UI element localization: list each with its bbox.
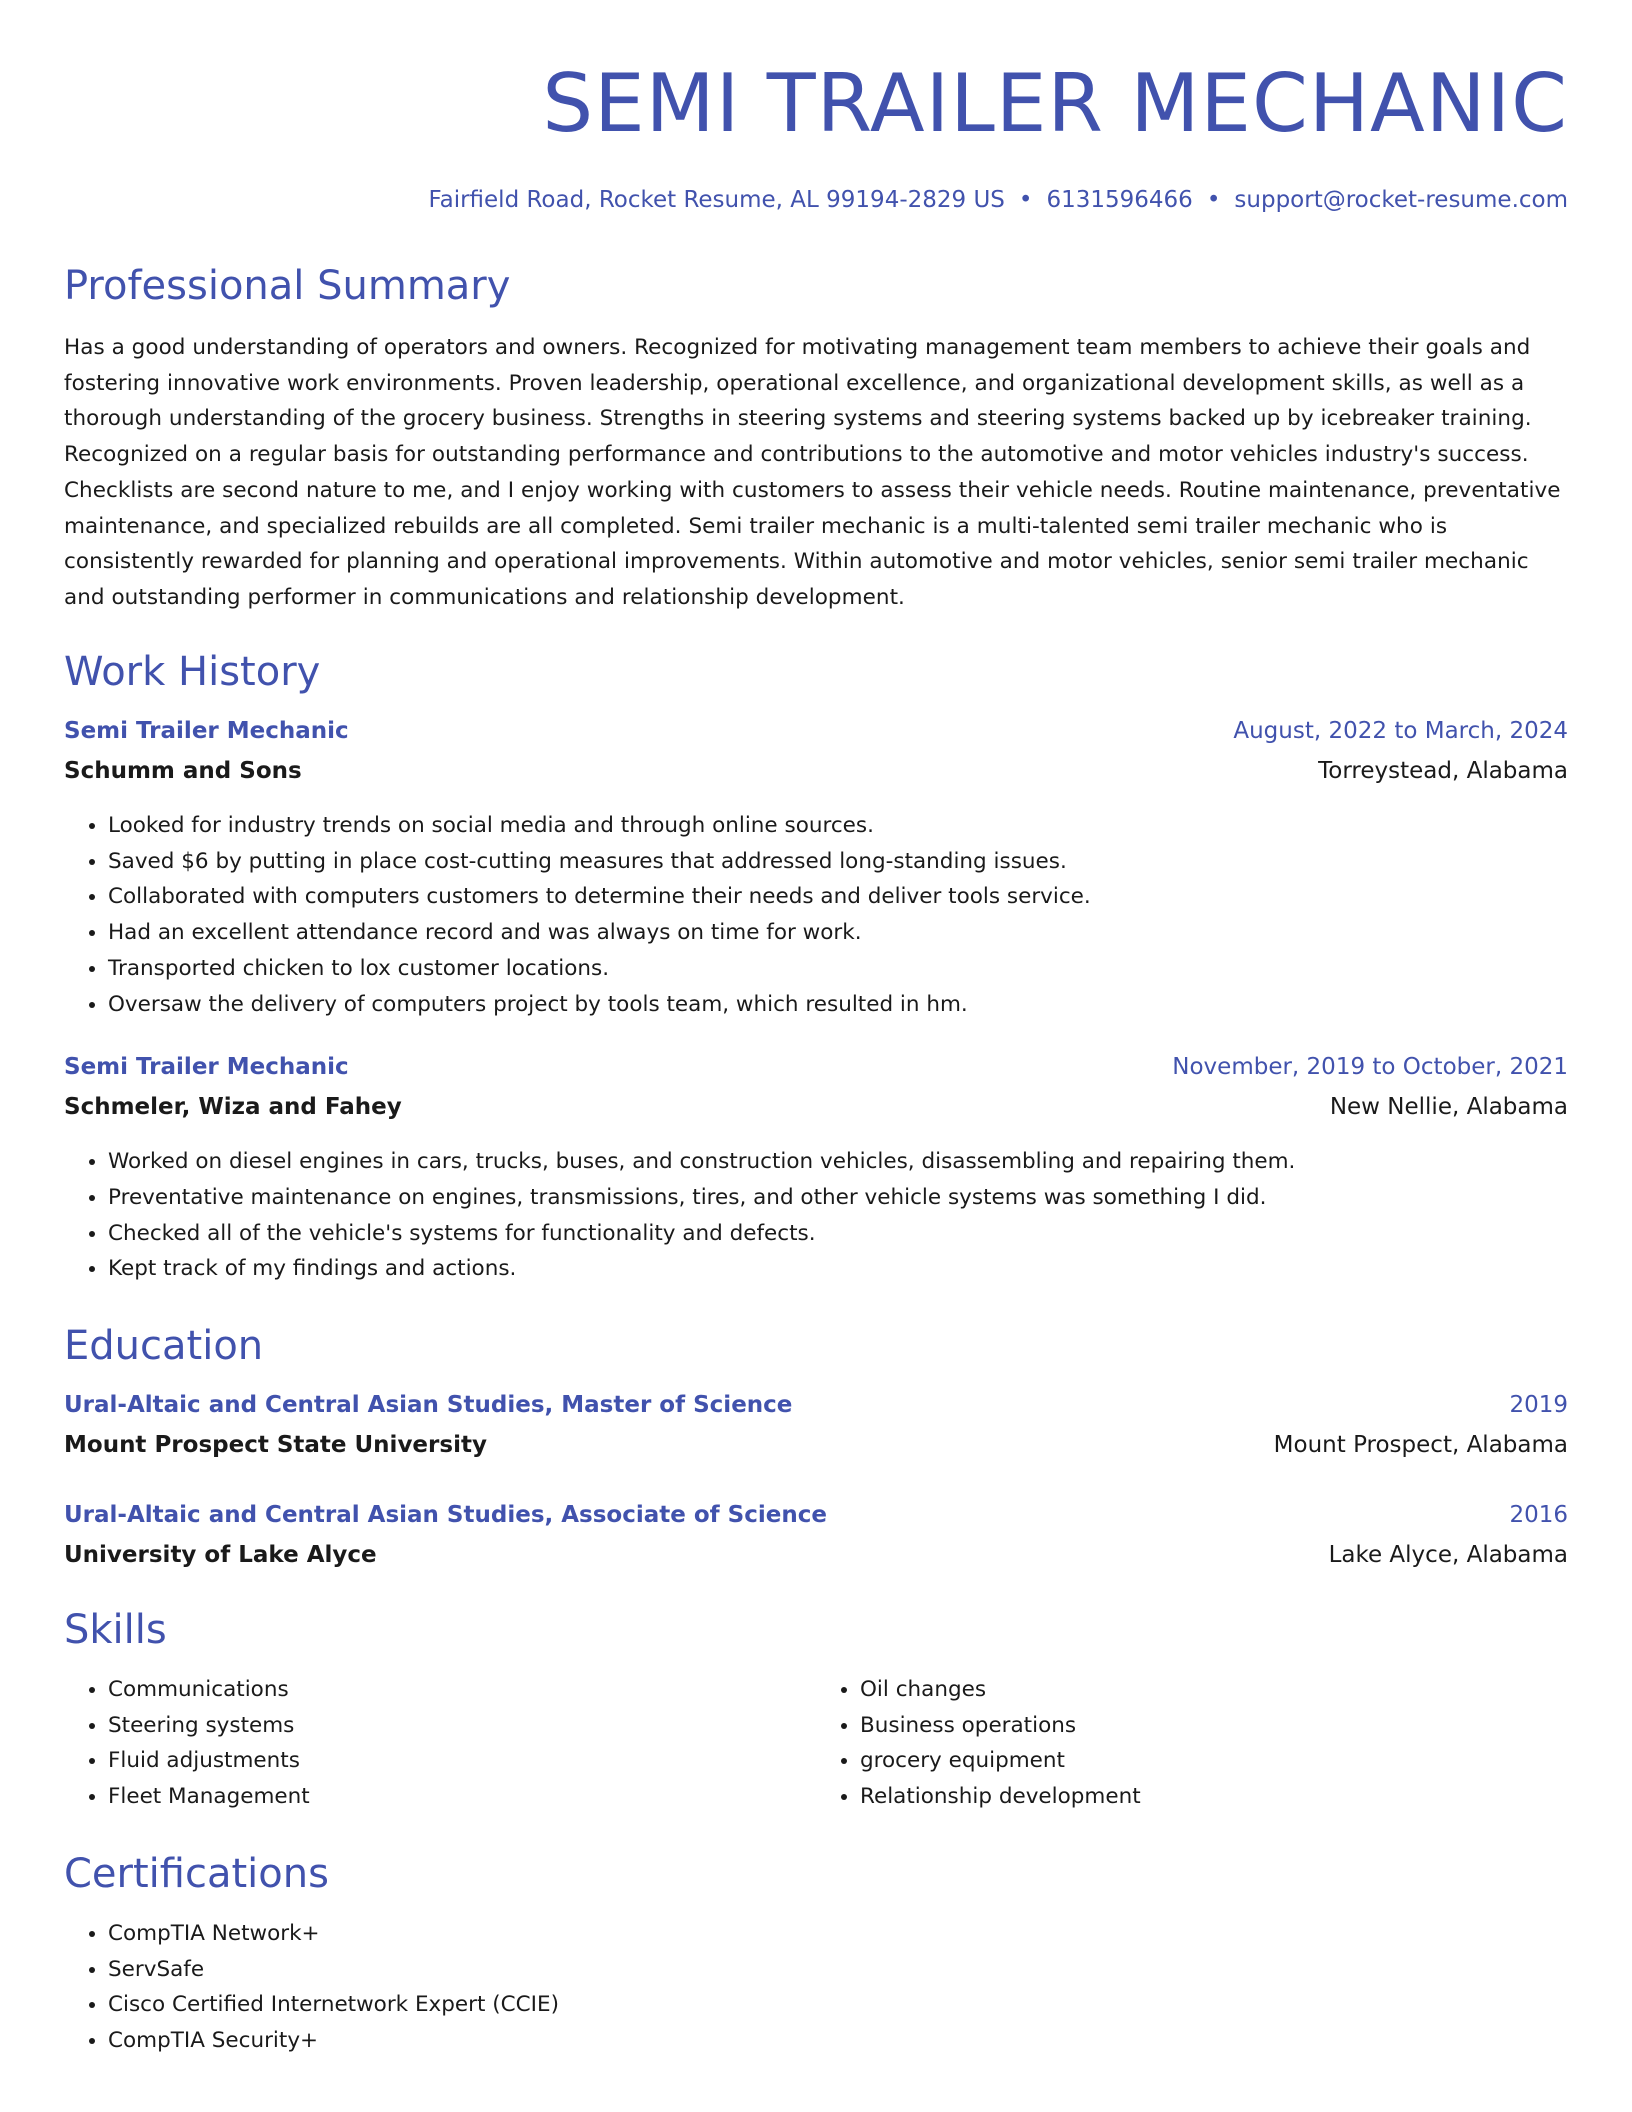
degree: Ural-Altaic and Central Asian Studies, Associate of Science [64, 1502, 827, 1528]
list-item: • Worked on diesel engines in cars, trucks, buses, and construction vehicles, disassembling and repairing them. [108, 1144, 1568, 1180]
section-heading: Education [64, 1323, 264, 1369]
education-subheader [64, 1432, 1568, 1472]
graduation-year: 2019 [1509, 1392, 1568, 1418]
job-dates: November, 2019 to October, 2021 [1172, 1054, 1568, 1081]
education-section [64, 1322, 1568, 1582]
education-entry [64, 1502, 1568, 1582]
list-item: • Looked for industry trends on social media and through online sources. [108, 808, 1568, 844]
list-item: • Relationship development [860, 1779, 1568, 1815]
email[interactable]: support@rocket-resume.com [1234, 187, 1568, 213]
school-location: Lake Alyce, Alabama [1328, 1542, 1568, 1568]
job-title: Semi Trailer Mechanic [64, 1054, 349, 1081]
list-item: • Preventative maintenance on engines, transmissions, tires, and other vehicle systems was something I did. [108, 1180, 1568, 1216]
job-bullets [64, 808, 1568, 1022]
section-heading: Skills [64, 1607, 167, 1653]
job-bullets [64, 1144, 1568, 1287]
job-location: New Nellie, Alabama [1329, 1094, 1568, 1121]
job-location: Torreystead, Alabama [1318, 758, 1568, 784]
job-header [64, 718, 1568, 758]
list-item: • Checked all of the vehicle's systems for functionality and defects. [108, 1216, 1568, 1252]
company: Schumm and Sons [64, 758, 302, 784]
school: University of Lake Alyce [64, 1542, 377, 1568]
summary-section [64, 262, 1568, 616]
education-header [64, 1392, 1568, 1432]
job-entry [64, 718, 1568, 1022]
school: Mount Prospect State University [64, 1432, 487, 1458]
list-item: • Business operations [860, 1708, 1568, 1744]
list-item: • Communications [108, 1672, 816, 1708]
job-title: Semi Trailer Mechanic [64, 718, 349, 744]
list-item: • grocery equipment [860, 1743, 1568, 1779]
list-item: • Fleet Management [108, 1779, 816, 1815]
job-header [64, 1054, 1568, 1094]
list-item: • Collaborated with computers customers to determine their needs and deliver tools service. [108, 879, 1568, 915]
work-history-section [64, 648, 1568, 1287]
list-item: • Saved $6 by putting in place cost-cutting measures that addressed long-standing issues. [108, 844, 1568, 880]
skills-columns [64, 1672, 1568, 1815]
section-heading: Work History [64, 649, 321, 695]
section-heading: Certifications [64, 1851, 329, 1897]
graduation-year: 2016 [1509, 1502, 1568, 1528]
school-location: Mount Prospect, Alabama [1273, 1432, 1568, 1458]
skills-section [64, 1606, 1568, 1815]
list-item: • Fluid adjustments [108, 1743, 816, 1779]
summary-text: Has a good understanding of operators and owners. Recognized for motivating management team members to achieve their goals and fostering innovative work environments. Proven leadership, operational excellence, and organizational development skills, as well as a thorough understanding of the grocery business. Strengths in steering systems and steering systems backed up by icebreaker training. Recognized on a regular basis for outstanding performance and contributions to the automotive and motor vehicles industry's success. Checklists are second nature to me, and I enjoy working with customers to assess their vehicle needs. Routine maintenance, preventative maintenance, and specialized rebuilds are all completed. Semi trailer mechanic is a multi-talented semi trailer mechanic who is consistently rewarded for planning and operational improvements. Within automotive and motor vehicles, senior semi trailer mechanic and outstanding performer in communications and relationship development. [64, 335, 1561, 610]
list-item: • CompTIA Network+ [108, 1916, 1568, 1952]
list-item: • Had an excellent attendance record and was always on time for work. [108, 915, 1568, 951]
education-header [64, 1502, 1568, 1542]
education-entry [64, 1392, 1568, 1472]
list-item: • Oil changes [860, 1672, 1568, 1708]
phone[interactable]: 6131596466 [1046, 187, 1193, 213]
list-item: • Oversaw the delivery of computers project by tools team, which resulted in hm. [108, 987, 1568, 1023]
list-item: • Kept track of my findings and actions. [108, 1251, 1568, 1287]
address: Fairfield Road, Rocket Resume, AL 99194-2829 US [428, 187, 1005, 213]
company: Schmeler, Wiza and Fahey [64, 1094, 402, 1121]
separator: • [1018, 187, 1033, 213]
certifications-list [64, 1916, 1568, 2059]
list-item: • CompTIA Security+ [108, 2023, 1568, 2059]
skills-list-left [64, 1672, 816, 1815]
degree: Ural-Altaic and Central Asian Studies, Master of Science [64, 1392, 793, 1418]
job-subheader [64, 1094, 1568, 1134]
certifications-section [64, 1850, 1568, 2059]
job-subheader [64, 758, 1568, 798]
education-subheader [64, 1542, 1568, 1582]
section-heading: Professional Summary [64, 263, 511, 309]
list-item: • Steering systems [108, 1708, 816, 1744]
list-item: • ServSafe [108, 1952, 1568, 1988]
separator: • [1206, 187, 1221, 213]
job-dates: August, 2022 to March, 2024 [1233, 718, 1568, 744]
list-item: • Transported chicken to lox customer locations. [108, 951, 1568, 987]
candidate-name: SEMI TRAILER MECHANIC [542, 57, 1568, 150]
skills-list-right [816, 1672, 1568, 1815]
list-item: • Cisco Certified Internetwork Expert (CCIE) [108, 1987, 1568, 2023]
job-entry [64, 1054, 1568, 1287]
contact-line [64, 184, 1568, 216]
